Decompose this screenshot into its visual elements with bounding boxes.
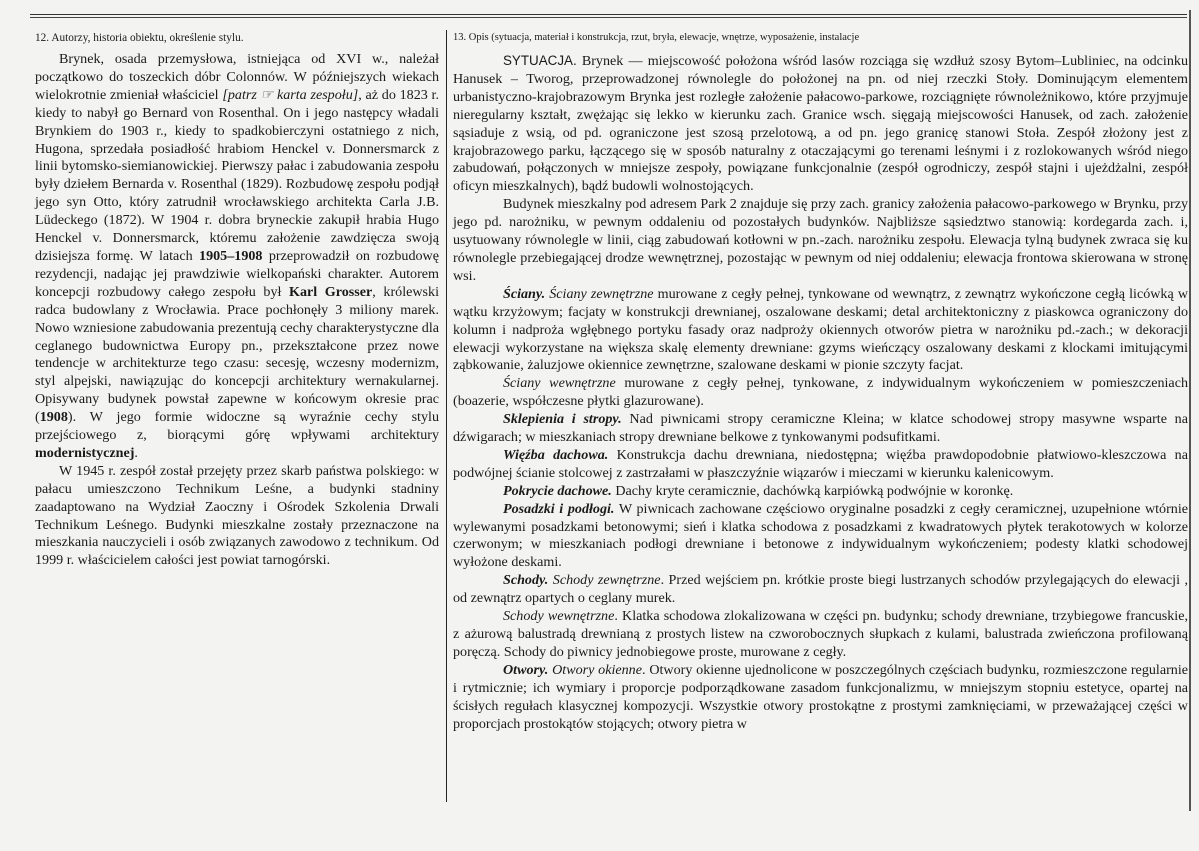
text-run: murowane z cegły pełnej, tynkowane od wewnątrz, z zewnątrz wykończone cegłą licówką w wątku krzyżowym; facjaty w konstrukcji drewnianej, oszalowane deskami; detal architektoniczny z piaskowca ograniczony do kolumn i nadproża wgłębnego portyku fasady oraz nadproży okiennych otworów pietra w narożniku pd.-zach.; w dekoracji elewacji wykorzystane na większa skalę elementy drewniane: gzyms wieńczący oszalowany deskami z klockami imitującymi ząbkowanie, żaluzjowe okiennice zewnętrzne, szalowane deskami w pionie szczyty facjat. bbox=[453, 285, 1188, 374]
building-paragraph: Budynek mieszkalny pod adresem Park 2 znajduje się przy zach. granicy założenia pałacowo-parkowego w Brynku, przy jego pd. narożniku, w pewnym oddaleniu od pozostałych budynków. Najbliższe sąsiedztwo stanowią: kordegarda zach. i, usytuowany równolegle w linii, ciąg zabudowań kotłowni w pn.-zach. narożniku zespołu. Elewacja tylną budynek zwraca się ku równolegle przebiegającej drodze wewnętrznej, pozostając w pewnym od niej oddaleniu; elewacja frontowa skierowana w stronę wsi. bbox=[453, 196, 1188, 284]
stairs-label: Schody. bbox=[503, 572, 549, 589]
situation-label: SYTUACJA. bbox=[503, 53, 577, 68]
history-paragraph bbox=[35, 51, 439, 463]
interior-walls-label: Ściany wewnętrzne bbox=[503, 375, 616, 392]
text-run: ). W jego formie widoczne są wyraźnie cechy stylu przejściowego z, biorącymi górę wpływami architektury bbox=[35, 409, 439, 444]
text-run: . Otwory okienne ujednolicone w poszczególnych częściach budynku, rozmieszczone regularnie i rytmicznie; ich wymiary i proporcje podporządkowane zasadom funkcjonalizmu, w mniejszym stopniu estetyce, opartej na ścisłych regułach klasycznej kompozycji. Wszystkie otwory prostokątne z prostymi zamknięciami, w przeważającej części w proporcjach prostokątów stojących; otwory pietra w bbox=[453, 661, 1188, 732]
floors-label: Posadzki i podłogi. bbox=[503, 500, 615, 517]
right-border bbox=[1189, 10, 1191, 811]
years-bold: 1905–1908 bbox=[199, 247, 263, 264]
window-openings-label: Otwory okienne bbox=[552, 661, 642, 678]
situation-paragraph bbox=[453, 52, 1188, 196]
left-column bbox=[35, 31, 439, 570]
text-run: , królewski radca budowlany z Wrocławia. Prace pochłonęły 3 miliony marek. Nowo wzniesione zabudowania prezentują cechy charakterystyczne dla ceglanego budownictwa Europy pn., przekształcone przez nowe tendencje w architekturze tego czasu: secesję, wczesny modernizm, styl alpejski, nawiązując do koncepcji architektury wernakularnej. Opisywany budynek powstał zapewne w końcowym okresie prac ( bbox=[35, 283, 439, 426]
text-run: Brynek — miejscowość położona wśród lasów rozciąga się wzdłuż szosy Bytom–Lubliniec, na odcinku Hanusek – Tworog, przeprowadzonej równolegle do położonej na pn. od niej rzeczki Stoły. Dominującym elementem urbanistyczno-krajobrazowym Brynka jest rozległe założenie pałacowo-parkowe, rozciągnięte równoleżnikowo, które przyjmuje nieregularny kształt, zwężając się lekko w kierunku zach. Granice wsch. sięgają miejscowości Hanusek, od zach. założenie sąsiaduje z wsią, od pd. ograniczone jest szosą przelotową, a od pn. jego granicę stanowi Stoła. Zespół złożony jest z krajobrazowego parku, łączącego się w sposób naturalny z otaczającymi go terenami leśnymi i z rozlokowanych wśród niego zabudowań, połączonych w mniejsze zespoły, powiązane funkcjonalnie (zespół ogrodniczy, zespół stajni i ujeżdżalni, zespół oficyn mieszkalnych), bądź budowli wolnostojących. bbox=[453, 53, 1188, 195]
ceilings-paragraph bbox=[453, 411, 1188, 447]
year-bold: 1908 bbox=[39, 409, 68, 426]
text-run: Brynek, osada przemysłowa, istniejąca od XVI w., należał początkowo do toszeckich dóbr Colonnów. W późniejszych wiekach wielokrotnie zmieniał właściciel bbox=[35, 51, 439, 103]
exterior-stairs-label: Schody zewnętrzne bbox=[552, 572, 661, 589]
openings-label: Otwory. bbox=[503, 661, 549, 678]
roof-truss-label: Więźba dachowa. bbox=[503, 446, 609, 463]
roofing-paragraph bbox=[453, 483, 1188, 501]
text-run: . Klatka schodowa zlokalizowana w części pn. budynku; schody drewniane, trzybiegowe francuskie, z ażurową balustradą drewnianą z prostych listew na czworobocznych słupkach z kulami, balustrada zwieńczona profilowaną poręczą. Schody do piwnicy jednobiegowe proste, murowane z cegły. bbox=[453, 608, 1188, 660]
top-rule bbox=[30, 14, 1187, 15]
interior-stairs-paragraph bbox=[453, 608, 1188, 662]
text-run: Dachy kryte ceramicznie, dachówką karpiówką podwójnie w koronkę. bbox=[611, 482, 1014, 499]
section-12-heading: 12. Autorzy, historia obiektu, określenie stylu. bbox=[35, 32, 244, 44]
text-run: , aż do 1823 r. kiedy to nabył go Bernard von Rosenthal. On i jego następcy władali Brynkiem do 1903 r., kiedy to spadkobierczyni ostatniego z nich, Hugona, sprzedała posiadłość hrabiom Henckel v. Donnersmarck z linii bytomsko-siemianowickiej. Pierwszy pałac i zabudowania zespołu były dziełem Bernarda v. Rosenthal (1829). Rozbudowę zespołu podjął jego syn Otto, który zatrudnił wrocławskiego architekta Carla J.B. Lüdeckego (1872). W 1904 r. dobra bryneckie zakupił hrabia Hugo Henckel v. Donnersmarck, któremu założenie zawdzięcza swoją dzisiejsza formę. W latach bbox=[35, 86, 439, 264]
text-run: przeprowadził on rozbudowę rezydencji, nadając jej prawdziwie wielkopański charakter. Autorem koncepcji rozbudowy całego zespołu był bbox=[35, 247, 439, 300]
roofing-label: Pokrycie dachowe. bbox=[503, 482, 612, 499]
text-run: murowane z cegły pełnej, tynkowane, z indywidualnym wykończeniem w pomieszczeniach (boazerie, współczesne płytki glazurowane). bbox=[453, 375, 1188, 410]
walls-label: Ściany. bbox=[503, 285, 546, 302]
stairs-paragraph bbox=[453, 572, 1188, 608]
text-run: . bbox=[134, 444, 138, 461]
right-column bbox=[453, 31, 1188, 733]
text-run: . Przed wejściem pn. krótkie proste biegi lustrzanych schodów przylegających do elewacji , od zewnątrz opartych o ceglany murek. bbox=[453, 572, 1188, 607]
ceilings-label: Sklepienia i stropy. bbox=[503, 411, 622, 428]
text-run: Konstrukcja dachu drewniana, niedostępna; więźba prawdopodobnie płatwiowo-kleszczowa na podwójnej ścianie stolcowej z zastrzałami w płaszczyźnie wiązarów i mieczami w kierunku kalenicowym. bbox=[453, 446, 1188, 481]
column-divider bbox=[446, 30, 447, 802]
style-bold: modernistycznej bbox=[35, 444, 135, 461]
text-run: Nad piwnicami stropy ceramiczne Kleina; w klatce schodowej stropy masywne wsparte na dźwigarach; w mieszkaniach stropy drewniane belkowe z tynkowanymi podsufitkami. bbox=[453, 411, 1188, 446]
exterior-walls-label: Ściany zewnętrzne bbox=[549, 285, 654, 302]
floors-paragraph bbox=[453, 501, 1188, 573]
text-run: W piwnicach zachowane częściowo oryginalne posadzki z cegły ceramicznej, uzupełnione wtórnie wylewanymi posadzkami betonowymi; sień i klatka schodowa z posadzkami z kwadratowych płytek terakotowych w kolorze czerwonym; w mieszkaniach podłogi drewniane i betonowe z indywidualnym wykończeniem; podesty klatki schodowej wyłożone deskami. bbox=[453, 500, 1189, 571]
openings-paragraph bbox=[453, 662, 1188, 734]
top-rule-inner bbox=[30, 17, 1187, 18]
roof-truss-paragraph bbox=[453, 447, 1188, 483]
postwar-paragraph: W 1945 r. zespół został przejęty przez skarb państwa polskiego: w pałacu umieszczono Technikum Leśne, a budynki stadniny zaadaptowano na Wydział Zaoczny i Ośrodek Szkolenia Drwali Technikum Leśnego. Budynki mieszkalne zostały przeznaczone na mieszkania nauczycieli i osób związanych zawodowo z technikum. Od 1999 r. właścicielem całości jest powiat tarnogórski. bbox=[35, 462, 439, 569]
architect-name: Karl Grosser bbox=[289, 283, 373, 300]
cross-reference: [patrz ☞ karta zespołu] bbox=[222, 86, 359, 103]
walls-paragraph bbox=[453, 286, 1188, 376]
interior-stairs-label: Schody wewnętrzne bbox=[503, 608, 615, 625]
section-13-heading: 13. Opis (sytuacja, materiał i konstrukcja, rzut, bryła, elewacje, wnętrze, wyposażenie, instalacje bbox=[453, 32, 860, 43]
interior-walls-paragraph bbox=[453, 375, 1188, 411]
